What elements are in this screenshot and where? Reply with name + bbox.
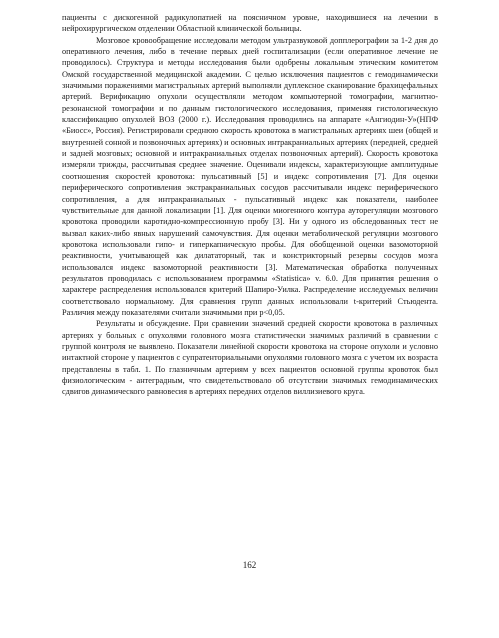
paragraph-intro-continuation: пациенты с дискогенной радикулопатией на поясничном уровне, находившиеся на лечении в нейрохирургическом отделении Областной клинической больницы. xyxy=(62,13,438,34)
page-number: 162 xyxy=(242,560,257,570)
paragraph-results: Результаты и обсуждение. При сравнении значений средней скорости кровотока в различных артериях у больных с опухолями головного мозга статистически значимых различий в сравнении с группой контроля не выявлено. Показатели линейной скорости кровотока на стороне опухоли и условно интактной стороне у пациентов с супратенториальными опухолями головного мозга с учетом их возраста представлены в табл. 1. По глазничным артериям у всех пациентов основной группы кровоток был физиологическим - антеградным, что свидетельствовало об отсутствии значимых гемодинамических сдвигов динамического равновесия в артериях передних отделов виллизиевого круга. xyxy=(62,319,438,397)
page-body xyxy=(62,12,438,398)
paragraph-methods: Мозговое кровообращение исследовали методом ультразвуковой допплерографии за 1-2 дня до оперативного лечения, либо в течение первых дней госпитализации (если оперативное лечение не проводилось). Структура и методы исследования были одобрены локальным этическим комитетом Омской государственной медицинской академии. С целью исключения пациентов с гемодинамически значимыми поражениями магистральных артерий выполняли дуплексное сканирование брахицефальных артерий. Верификацию опухоли осуществляли методом компьютерной томографии, магнитно-резонансной томографии и по данным гистологического исследования, применяя гистологическую классификацию опухолей ВОЗ (2000 г.). Исследования проводились на аппарате «Ангиодин-У»(НПФ «Биосс», Россия). Регистрировали среднюю скорость кровотока в магистральных артериях шеи (общей и внутренней сонной и позвоночных артериях) и основных интракраниальных артериях (передней, средней и задней мозговых; основной и интракраниальных отделах позвоночных артерий). Скорость кровотока измеряли трижды, рассчитывая среднее значение. Оценивали индексы, характеризующие амплитудные соотношения скоростей кровотока: пульсативный [5] и индекс сопротивления [7]. Для оценки периферического сопротивления экстракраниальных сосудов рассчитывали индекс периферического сопротивления, а для интракраниальных - пульсативный индекс как показатели, наиболее чувствительные для данной локализации [1]. Для оценки миогенного контура ауторегуляции мозгового кровотока проводили каротидно-компрессионную пробу [3]. Ни у одного из обследованных тест не вызвал каких-либо явных нарушений самочувствия. Для оценки метаболической регуляции мозгового кровотока использовали гипо- и гиперкапническую пробы. Для обобщенной оценки вазомоторной реактивности, учитывающей как дилататорный, так и констрикторный резервы сосудов мозга использовался индекс вазомоторной реактивности [3]. Математическая обработка полученных результатов проводилась с использованием программы «Statistica» v. 6.0. Для принятия решения о характере распределения использовался критерий Шапиро-Уилка. Распределение исследуемых величин соответствовало нормальному. Для сравнения групп данных использовали t-критерий Стьюдента. Различия между показателями считали значимыми при p<0,05. xyxy=(62,35,438,317)
